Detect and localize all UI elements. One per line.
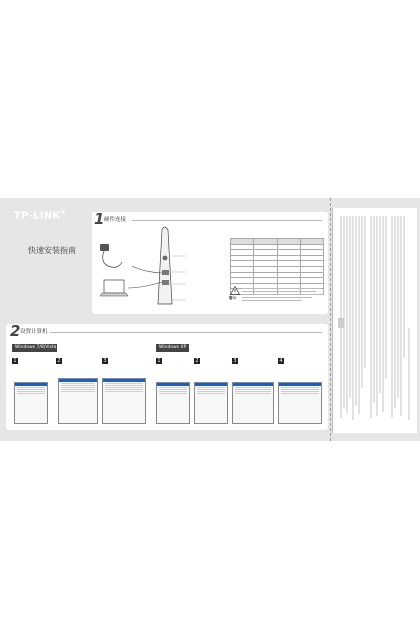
win7-screenshot-3 [102, 378, 146, 424]
warning-icon [230, 286, 240, 295]
hardware-diagram [92, 222, 212, 312]
xp-screenshot-2 [194, 382, 228, 424]
section2-title: 设置计算机 [20, 329, 48, 335]
guide-sheet [0, 198, 420, 441]
warning-label: 警示 [229, 296, 237, 300]
fold-line [330, 198, 331, 441]
os-bar-winxp: Windows XP [156, 344, 189, 352]
cover-title: 快速安装指南 [28, 246, 76, 255]
os-bar-win7: Windows 7/8/Vista [12, 344, 57, 352]
xp-step-4: 4 [279, 358, 283, 364]
xp-screenshot-4 [278, 382, 322, 424]
power-adapter-icon [100, 244, 122, 267]
xp-screenshot-3 [232, 382, 274, 424]
tp-link-logo: TP-LINK® [14, 210, 66, 222]
product-info-column [332, 208, 417, 433]
info-table-cell [338, 318, 344, 328]
section2-rule [50, 332, 322, 333]
section1-number: 1 [94, 210, 105, 228]
section2-number: 2 [10, 322, 21, 340]
win7-screenshot-2 [58, 378, 98, 424]
xp-step-1: 1 [157, 358, 161, 364]
router-icon [158, 227, 172, 304]
win7-screenshot-1 [14, 382, 48, 424]
computer-setup-panel [6, 324, 328, 430]
xp-step-3: 3 [233, 358, 237, 364]
section1-rule [132, 220, 322, 221]
win7-step-3: 3 [103, 358, 107, 364]
win7-step-2: 2 [57, 358, 61, 364]
xp-screenshot-1 [156, 382, 190, 424]
win7-step-1: 1 [13, 358, 17, 364]
connection-cables [128, 256, 186, 300]
rotated-text-lines [333, 208, 417, 433]
xp-step-2: 2 [195, 358, 199, 364]
warning-lines [242, 286, 322, 301]
hardware-connection-panel [92, 212, 328, 314]
laptop-icon [100, 280, 128, 296]
section1-title: 硬件连接 [104, 217, 127, 223]
